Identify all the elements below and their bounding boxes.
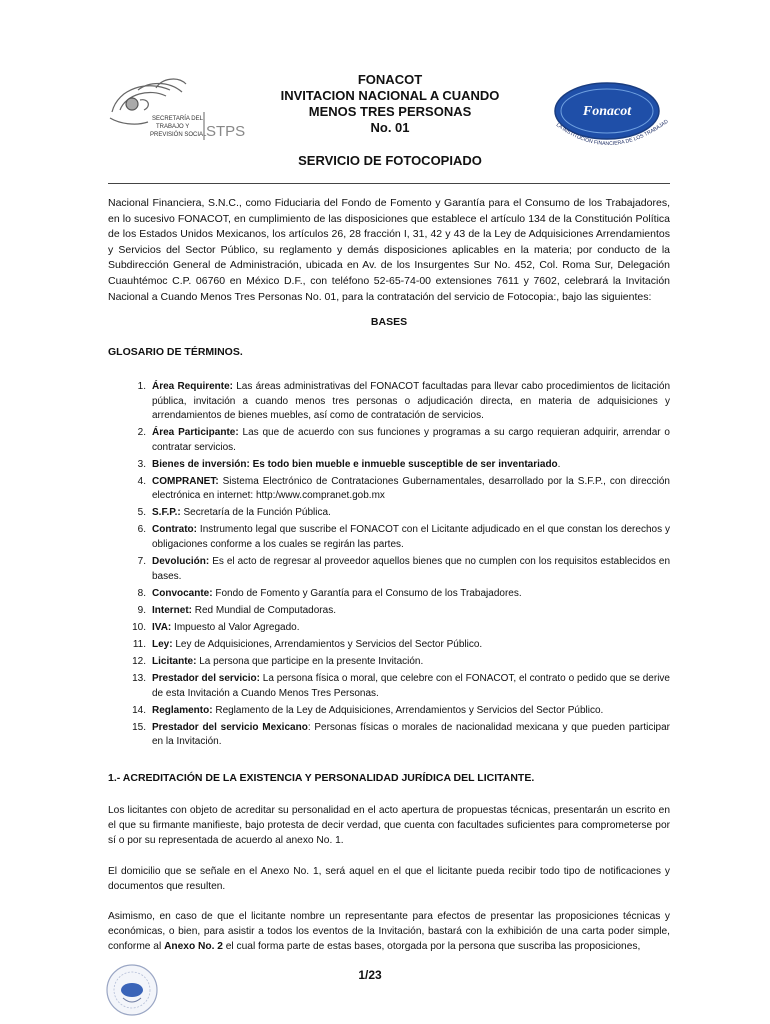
glossary-term: Prestador del servicio Mexicano [152,721,308,733]
glossary-definition: . [557,458,561,470]
glossary-item: 6. Contrato: Instrumento legal que suscribe el FONACOT con el Licitante adjudicado en el que constan los derechos y obligaciones conforme a los cuales se regirán las partes. [137,524,670,550]
header-divider [108,183,670,184]
glossary-item: 9. Internet: Red Mundial de Computadoras. [137,604,336,616]
glossary-term: Devolución: [152,556,210,568]
glossary-definition: Las áreas administrativas del FONACOT facultadas para llevar cabo procedimientos de licitación pública, invitación a cuando menos tres personas o adjudicación directa, en materia de adquisiciones y arrendamientos de bienes muebles, así como de contratación de servicios. [152,381,671,421]
header-line-4: No. 01 [370,120,410,135]
seal-emblem-icon [121,983,143,997]
glossary-definition: La persona física o moral, que celebre con el FONACOT, el contrato o pedido que se derive de esta Invitación a Cuando Menos Tres Personas. [152,673,670,699]
document-header [240,72,540,136]
glossary-definition: Es el acto de regresar al proveedor aquellos bienes que no cumplen con los requisitos establecidos en bases. [152,556,670,582]
glossary-term: Prestador del servicio: [152,673,260,685]
glossary-term: Licitante: [152,656,197,668]
fonacot-tagline: LA INSTITUCION FINANCIERA DE LOS TRABAJAD [554,118,670,148]
glossary-term: Convocante: [152,587,213,599]
glossary-definition: Instrumento legal que suscribe el FONACOT con el Licitante adjudicado en el que constan los derechos y obligaciones conforme a los cuales se regirán las partes. [152,524,670,550]
glossary-term: Reglamento: [152,704,213,716]
fonacot-name: Fonacot [582,104,632,119]
glossary-item: 10. IVA: Impuesto al Valor Agregado. [132,621,300,633]
glossary-term: Bienes de inversión: Es todo bien mueble e inmueble susceptible de ser inventariado [152,458,558,470]
glossary-definition: Ley de Adquisiciones, Arrendamientos y Servicios del Sector Público. [172,638,483,650]
glossary-term: Área Participante: [152,427,239,439]
glossary-definition: Las que de acuerdo con sus funciones y programas a su cargo requieran adquirir, arrendar o contratar servicios. [152,427,670,453]
stps-logo [100,70,246,150]
glossary-definition: Reglamento de la Ley de Adquisiciones, Arrendamientos y Servicios del Sector Público. [212,704,604,716]
header-line-3: MENOS TRES PERSONAS [308,104,472,119]
intro-paragraph: Nacional Financiera, S.N.C., como Fiduciaria del Fondo de Fomento y Garantía para el Consumo de los Trabajadores, en lo sucesivo FONACOT, en cumplimiento de las disposiciones que establece el artículo 134 de la Constitución Política de los Estados Unidos Mexicanos, los artículos 26, 28 fracción I, 31, 42 y 43 de la Ley de Adquisiciones Arrendamientos y Servicios del Sector Público, su reglamento y demás disposiciones aplicables en la materia; por conducto de la Subdirección General de Administración, ubicada en Av. de los Insurgentes Sur No. 452, Col. Roma Sur, Delegación Cuauhtémoc C.P. 06760 en México D.F., con teléfono 52-65-74-00 extensiones 7611 y 7602, celebrará la Invitación Nacional a Cuando Menos Tres Personas No. 01, para la contratación del servicio de Fotocopia:, bajo las siguientes: [108,197,670,303]
section-1-heading: 1.- ACREDITACIÓN DE LA EXISTENCIA Y PERSONALIDAD JURÍDICA DEL LICITANTE. [108,772,535,784]
stps-line3: PREVISIÓN SOCIAL [150,132,207,138]
glossary-definition: Red Mundial de Computadoras. [192,604,336,616]
stps-abbr: STPS [206,123,246,140]
glossary-definition: La persona que participe en la presente Invitación. [196,656,424,668]
glossary-heading: GLOSARIO DE TÉRMINOS. [108,346,243,358]
glossary-item: 11. Ley: Ley de Adquisiciones, Arrendamientos y Servicios del Sector Público. [132,638,483,650]
glossary-item: 3. Bienes de inversión: Es todo bien mueble e inmueble susceptible de ser inventariado. [137,458,561,470]
annex-2-reference: Anexo No. 2 [164,941,223,952]
glossary-item: 8. Convocante: Fondo de Fomento y Garantía para el Consumo de los Trabajadores. [137,587,522,599]
stps-line1: SECRETARÍA DEL [152,116,203,122]
fonacot-logo [545,75,675,155]
stps-line2: TRABAJO Y [156,124,190,130]
glossary-definition: Secretaría de la Función Pública. [180,507,331,519]
glossary-term: Área Requirente: [152,381,234,392]
glossary-definition: Sistema Electrónico de Contrataciones Gubernamentales, desarrollado por la S.F.P., con dirección electrónica en internet: http:/www.compranet.gob.mx [152,475,670,502]
glossary-term: Contrato: [152,524,197,536]
glossary-item: 13. Prestador del servicio: La persona física o moral, que celebre con el FONACOT, el contrato o pedido que se derive de esta Invitación a Cuando Menos Tres Personas. [132,673,670,699]
glossary-item: 12. Licitante: La persona que participe en la presente Invitación. [132,656,424,668]
glossary-definition: : Personas físicas o morales de nacionalidad mexicana y que pueden participar en la Invitación. [152,721,670,748]
section-1-paragraph-3: Asimismo, en caso de que el licitante nombre un representante para efectos de presentar las proposiciones técnicas y económicas, o bien, para asistir a todos los eventos de la Invitación, bastará con la exhibición de una carta poder simple, conforme al Anexo No. 2 el cual forma parte de estas bases, otorgada por la persona que suscriba las proposiciones, [108,911,670,952]
glossary-item: 2. Área Participante: Las que de acuerdo con sus funciones y programas a su cargo requieran adquirir, arrendar o contratar servicios. [137,427,670,453]
document-subtitle: SERVICIO DE FOTOCOPIADO [298,153,482,168]
glossary-item: 1. Área Requirente: Las áreas administrativas del FONACOT facultadas para llevar cabo procedimientos de licitación pública, invitación a cuando menos tres personas o adjudicación directa, en materia de adquisiciones y arrendamientos de bienes muebles, así como de contratación de servicios. [137,381,671,421]
glossary-item: 5. S.F.P.: Secretaría de la Función Pública. [137,507,331,519]
page-number: 1/23 [358,968,382,982]
certification-seal [104,962,160,1018]
glossary-term: COMPRANET: [152,475,219,487]
glossary-definition: Impuesto al Valor Agregado. [171,621,300,633]
section-1-paragraph-1: Los licitantes con objeto de acreditar su personalidad en el acto apertura de propuestas técnicas, presentarán un escrito en el que su firmante manifieste, bajo protesta de decir verdad, que cuenta con facultades suficientes para comprometerse por sí o por su representada de acuerdo al anexo No. 1. [108,805,670,846]
header-line-1: FONACOT [357,72,423,87]
glossary-item: 4. COMPRANET: Sistema Electrónico de Contrataciones Gubernamentales, desarrollado por la S.F.P., con dirección electrónica en internet: http:/www.compranet.gob.mx [137,475,670,502]
bases-heading: BASES [370,316,408,328]
section-1-paragraph-2: El domicilio que se señale en el Anexo No. 1, será aquel en el que el licitante pueda recibir todo tipo de notificaciones y documentos que resulten. [108,866,670,892]
glossary-definition: Fondo de Fomento y Garantía para el Consumo de los Trabajadores. [212,587,522,599]
glossary-term: S.F.P.: [152,507,181,519]
header-line-2: INVITACION NACIONAL A CUANDO [280,88,500,103]
glossary-list [108,380,670,752]
glossary-item: 14. Reglamento: Reglamento de la Ley de Adquisiciones, Arrendamientos y Servicios del Sector Público. [132,704,604,716]
glossary-item: 15. Prestador del servicio Mexicano: Personas físicas o morales de nacionalidad mexicana y que pueden participar en la Invitación. [132,721,670,748]
glossary-item: 7. Devolución: Es el acto de regresar al proveedor aquellos bienes que no cumplen con los requisitos establecidos en bases. [137,556,670,582]
glossary-term: Internet: [152,604,192,616]
glossary-term: Ley: [152,638,173,650]
glossary-term: IVA: [152,621,172,633]
